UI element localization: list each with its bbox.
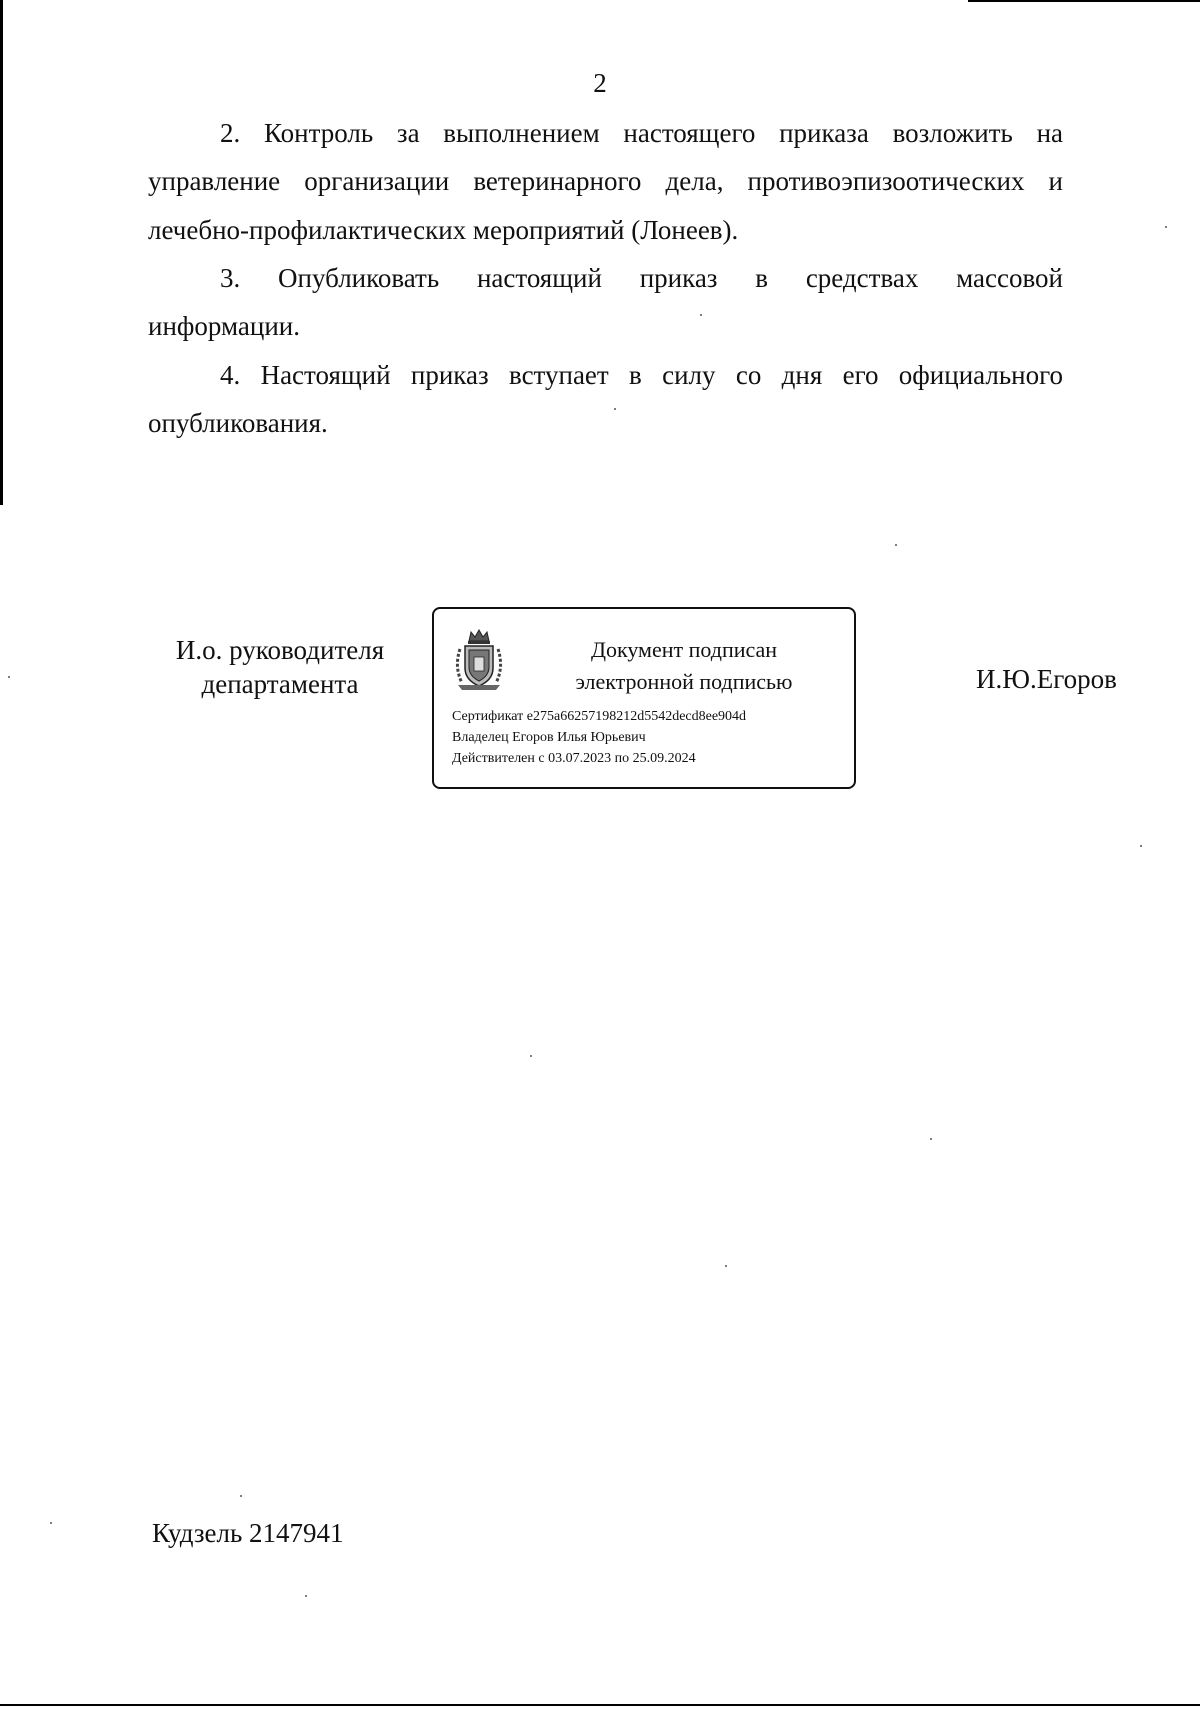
page-number: 2 bbox=[593, 68, 607, 98]
performer-line: Кудзель 2147941 bbox=[152, 1518, 344, 1548]
paragraph-line: информации. bbox=[148, 311, 300, 341]
electronic-signature-stamp bbox=[432, 607, 856, 789]
scan-speck bbox=[530, 1055, 532, 1057]
paragraph-line: опубликования. bbox=[148, 408, 328, 438]
scan-edge-bottom bbox=[0, 1704, 1200, 1706]
signatory-name: И.Ю.Егоров bbox=[976, 664, 1117, 694]
scan-speck bbox=[305, 1595, 307, 1597]
signatory-position bbox=[160, 633, 400, 701]
scan-edge-top bbox=[968, 0, 1200, 2]
stamp-title bbox=[554, 634, 814, 698]
stamp-details bbox=[452, 706, 852, 769]
paragraph-line: лечебно-профилактических мероприятий (Лонеев). bbox=[148, 215, 739, 245]
scan-speck bbox=[895, 544, 897, 546]
scan-speck bbox=[725, 1265, 727, 1267]
paragraph-line: управление организации ветеринарного дела, противоэпизоотических и bbox=[148, 166, 1063, 196]
scan-speck bbox=[50, 1522, 52, 1524]
paragraph-line: 2. Контроль за выполнением настоящего приказа возложить на bbox=[220, 118, 1063, 148]
certificate-owner: Владелец Егоров Илья Юрьевич bbox=[452, 730, 646, 745]
stamp-title-line: электронной подписью bbox=[575, 669, 793, 694]
coat-of-arms-icon bbox=[452, 627, 506, 693]
scan-speck bbox=[8, 676, 10, 678]
scan-speck bbox=[930, 1138, 932, 1140]
certificate-number: Сертификат e275a66257198212d5542decd8ee904d bbox=[452, 709, 747, 724]
scan-speck bbox=[1165, 226, 1167, 228]
scan-speck bbox=[1140, 845, 1142, 847]
certificate-validity: Действителен с 03.07.2023 по 25.09.2024 bbox=[452, 751, 696, 766]
paragraph-line: 3. Опубликовать настоящий приказ в средствах массовой bbox=[220, 263, 1063, 293]
paragraph-line: 4. Настоящий приказ вступает в силу со дня его официального bbox=[220, 360, 1063, 390]
signatory-position-line: И.о. руководителя bbox=[175, 635, 385, 665]
scan-speck bbox=[240, 1495, 242, 1497]
signatory-position-line: департамента bbox=[201, 669, 359, 699]
stamp-title-line: Документ подписан bbox=[590, 637, 778, 662]
